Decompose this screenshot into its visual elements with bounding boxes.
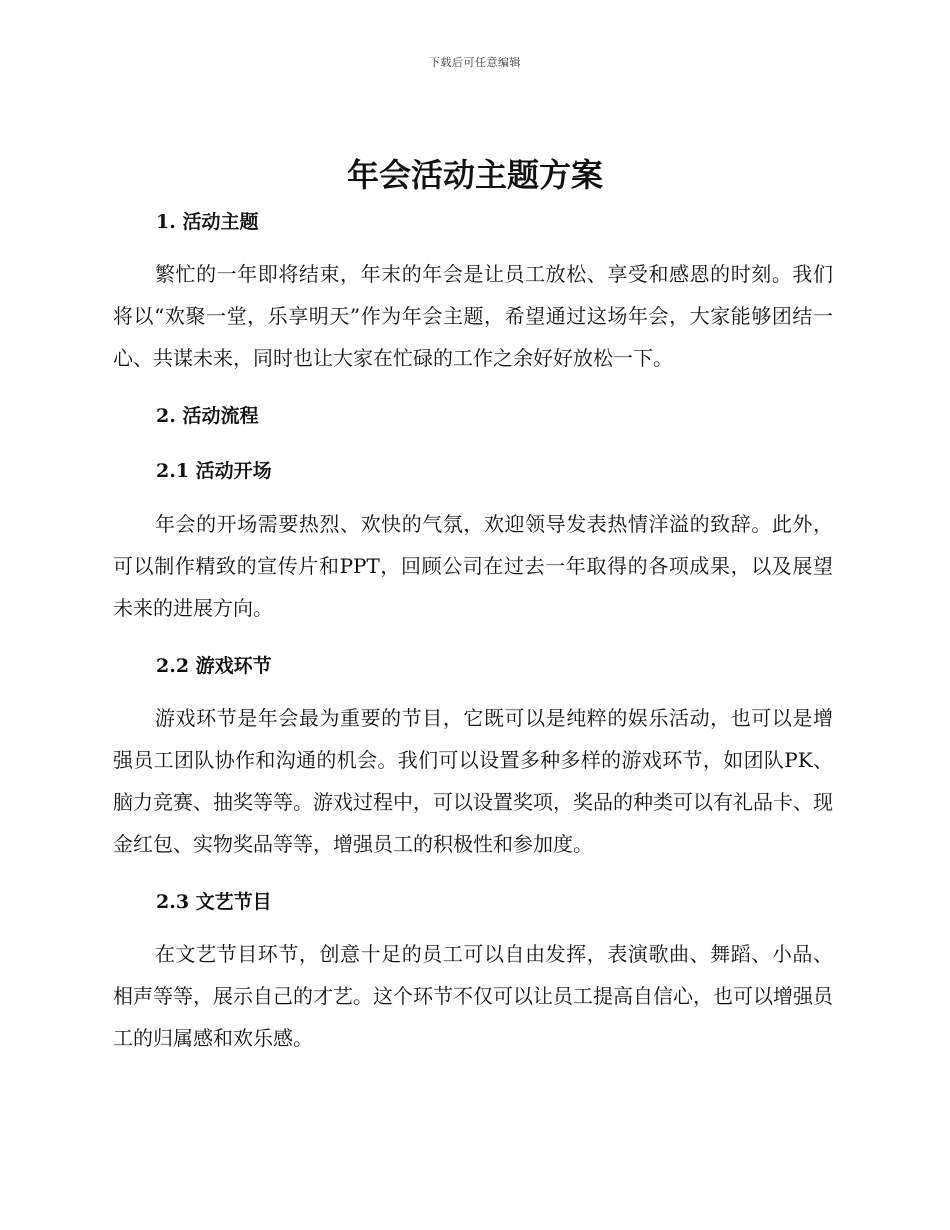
section-paragraph-1: 繁忙的一年即将结束，年末的年会是让员工放松、享受和感恩的时刻。我们将以“欢聚一堂，乐享明天”作为年会主题，希望通过这场年会，大家能够团结一心、共谋未来，同时也让大家在忙碌的工作之余好好放松一下。 (113, 262, 833, 370)
section-paragraph-2-2: 游戏环节是年会最为重要的节目，它既可以是纯粹的娱乐活动，也可以是增强员工团队协作和沟通的机会。我们可以设置多种多样的游戏环节，如团队PK、脑力竞赛、抽奖等等。游戏过程中，可以设置奖项，奖品的种类可以有礼品卡、现金红包、实物奖品等等，增强员工的积极性和参加度。 (113, 706, 833, 856)
section-heading-2-2: 2.2 游戏环节 (156, 655, 272, 677)
section-paragraph-2-3: 在文艺节目环节，创意十足的员工可以自由发挥，表演歌曲、舞蹈、小品、相声等等，展示自己的才艺。这个环节不仅可以让员工提高自信心，也可以增强员工的归属感和欢乐感。 (113, 942, 833, 1050)
header-note: 下载后可任意编辑 (429, 56, 521, 69)
section-heading-2: 2. 活动流程 (156, 405, 259, 427)
section-paragraph-2-1: 年会的开场需要热烈、欢快的气氛，欢迎领导发表热情洋溢的致辞。此外，可以制作精致的宣传片和PPT，回顾公司在过去一年取得的各项成果，以及展望未来的进展方向。 (113, 512, 833, 620)
document-title: 年会活动主题方案 (346, 156, 603, 194)
section-heading-1: 1. 活动主题 (156, 211, 259, 233)
section-heading-2-1: 2.1 活动开场 (156, 460, 272, 482)
section-heading-2-3: 2.3 文艺节目 (156, 891, 272, 913)
